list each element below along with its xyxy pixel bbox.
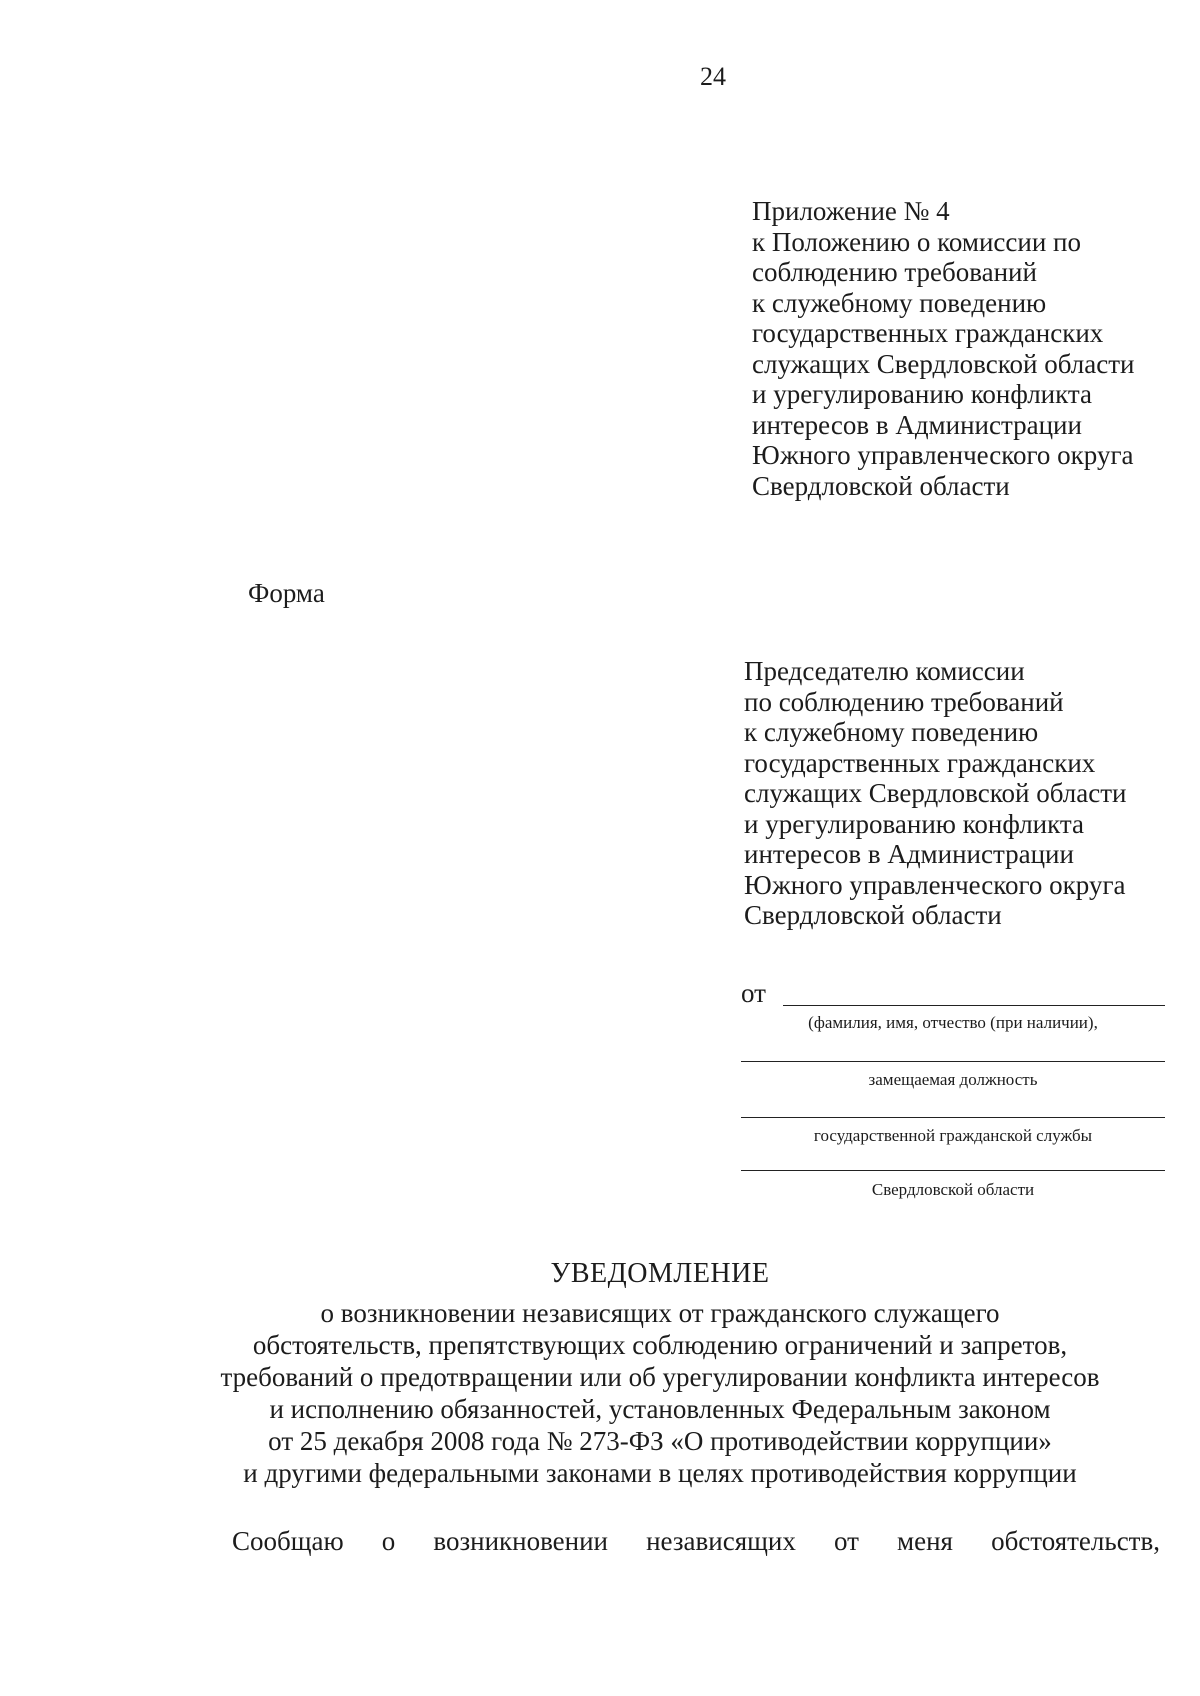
service-field[interactable] [741, 1117, 1165, 1118]
body-word: независящих [646, 1526, 796, 1556]
sender-name-row [741, 978, 1165, 1008]
addressee-line: Председателю комиссии [744, 656, 1025, 686]
addressee-block [744, 656, 1126, 931]
addressee-line: служащих Свердловской области [744, 778, 1127, 808]
notice-subtitle [180, 1297, 1140, 1489]
appendix-line: к служебному поведению [752, 287, 1047, 318]
form-label: Форма [248, 578, 325, 608]
addressee-line: и урегулированию конфликта [744, 808, 1085, 839]
appendix-line: к Положению о комиссии по [752, 226, 1081, 257]
body-word: возникновении [433, 1526, 609, 1556]
appendix-line: соблюдению требований [752, 257, 1037, 287]
service-caption: государственной гражданской службы [813, 1126, 1093, 1145]
body-word: Сообщаю [232, 1526, 344, 1556]
subtitle-line: требований о предотвращении или об урегулировании конфликта интересов [220, 1362, 1100, 1392]
appendix-line: Свердловской области [752, 470, 1010, 501]
subtitle-line: и исполнению обязанностей, установленных Федеральным законом [269, 1394, 1051, 1424]
position-caption: замещаемая должность [868, 1070, 1038, 1089]
notice-title: УВЕДОМЛЕНИЕ [550, 1258, 770, 1289]
addressee-line: Южного управленческого округа [744, 869, 1126, 900]
subtitle-line: о возникновении независящих от гражданского служащего [320, 1298, 1000, 1328]
sender-name-field[interactable] [783, 1005, 1165, 1006]
addressee-line: Свердловской области [744, 900, 1002, 930]
body-text-line [232, 1526, 1160, 1557]
sender-name-caption: (фамилия, имя, отчество (при наличии), [808, 1013, 1098, 1032]
appendix-line: и урегулированию конфликта [752, 379, 1093, 409]
body-word: о [381, 1526, 396, 1556]
appendix-line: Южного управленческого округа [752, 440, 1134, 470]
appendix-reference [752, 196, 1134, 501]
appendix-line: Приложение № 4 [752, 196, 950, 226]
body-word: от [833, 1526, 859, 1556]
subtitle-line: обстоятельств, препятствующих соблюдению ограничений и запретов, [252, 1330, 1068, 1360]
region-caption: Свердловской области [871, 1180, 1035, 1199]
appendix-line: государственных гражданских [752, 318, 1104, 348]
body-word: обстоятельств, [991, 1526, 1160, 1556]
subtitle-line: от 25 декабря 2008 года № 273-ФЗ «О противодействии коррупции» [268, 1426, 1052, 1456]
body-word: меня [897, 1526, 953, 1556]
addressee-line: к служебному поведению [744, 717, 1039, 747]
page-number: 24 [700, 62, 726, 91]
addressee-line: государственных гражданских [744, 747, 1096, 778]
region-field[interactable] [741, 1170, 1165, 1171]
addressee-line: по соблюдению требований [744, 686, 1064, 717]
addressee-line: интересов в Администрации [744, 839, 1074, 869]
subtitle-line: и другими федеральными законами в целях противодействия коррупции [243, 1458, 1077, 1488]
appendix-line: интересов в Администрации [752, 409, 1082, 440]
from-label: от [741, 978, 766, 1008]
appendix-line: служащих Свердловской области [752, 348, 1135, 379]
position-field[interactable] [741, 1061, 1165, 1062]
